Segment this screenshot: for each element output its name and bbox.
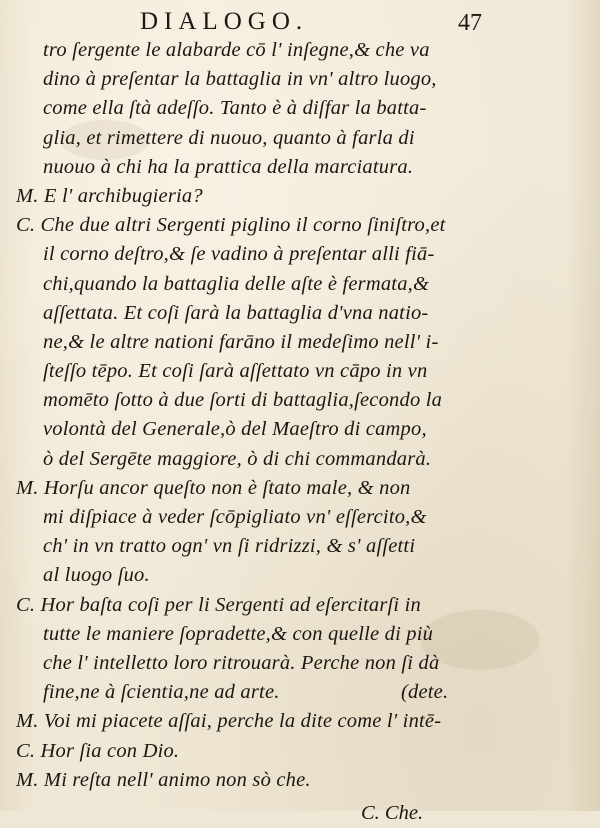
text-line: come ella ſtà adeſſo. Tanto è à diſfar la batta- [43, 97, 427, 120]
speaker-line: C. Hor baſta coſi per li Sergenti ad eſercitarſi in [16, 593, 421, 616]
text-fragment: fine,ne à ſcientia,ne ad arte. [43, 681, 280, 704]
speaker-line: M. Mi reſta nell' animo non sò che. [16, 768, 311, 791]
speaker-line: M. Voi mi piacete aſſai, perche la dite come l' intē- [16, 710, 442, 733]
text-line: volontà del Generale,ò del Maeſtro di campo, [43, 418, 427, 441]
text-line: dino à preſentar la battaglia in vn' altro luogo, [43, 68, 437, 91]
page-title: DIALOGO. [140, 8, 309, 35]
catchword: C. Che. [361, 801, 424, 824]
speaker-line: M. Horſu ancor queſto non è ſtato male, & non [16, 476, 411, 499]
speaker-line: C. Che due altri Sergenti piglino il corno ſiniſtro,et [16, 214, 446, 237]
dialogue-text [16, 36, 586, 824]
text-line: tro ſergente le alabarde cō l' inſegne,& che va [43, 39, 430, 61]
text-line: ſteſſo tēpo. Et coſi ſarà aſſettato vn cāpo in vn [43, 360, 428, 383]
text-line: ne,& le altre nationi farāno il medeſimo nell' i- [43, 330, 439, 353]
text-line [16, 678, 586, 707]
catchword-row [16, 795, 586, 824]
text-line: che l' intelletto loro ritrouarà. Perche non ſi dà [43, 651, 440, 674]
speaker-line: C. Hor ſia con Dio. [16, 739, 180, 762]
text-line: glia, et rimettere di nuouo, quanto à farla di [43, 126, 415, 149]
text-line: tutte le maniere ſopradette,& con quelle di più [43, 622, 434, 645]
speaker-line: M. E l' archibugieria? [16, 184, 203, 207]
running-head [0, 8, 600, 38]
text-line: momēto ſotto à due ſorti di battaglia,ſecondo la [43, 389, 443, 412]
text-line: ò del Sergēte maggiore, ò di chi commandarà. [43, 447, 432, 470]
page-number: 47 [458, 10, 482, 36]
text-line: nuouo à chi ha la prattica della marciatura. [43, 155, 414, 178]
text-line: ch' in vn tratto ogn' vn ſi ridrizzi, & s' aſſetti [43, 535, 416, 558]
turnover-fragment: (dete. [401, 681, 449, 704]
text-line: il corno deſtro,& ſe vadino à preſentar alli fiā- [43, 243, 435, 266]
text-line: al luogo ſuo. [43, 564, 150, 587]
text-line: aſſettata. Et coſi ſarà la battaglia d'vna natio- [43, 301, 429, 324]
text-line: chi,quando la battaglia delle aſte è fermata,& [43, 272, 430, 295]
text-line: mi diſpiace à veder ſcōpigliato vn' eſſercito,& [43, 506, 427, 528]
